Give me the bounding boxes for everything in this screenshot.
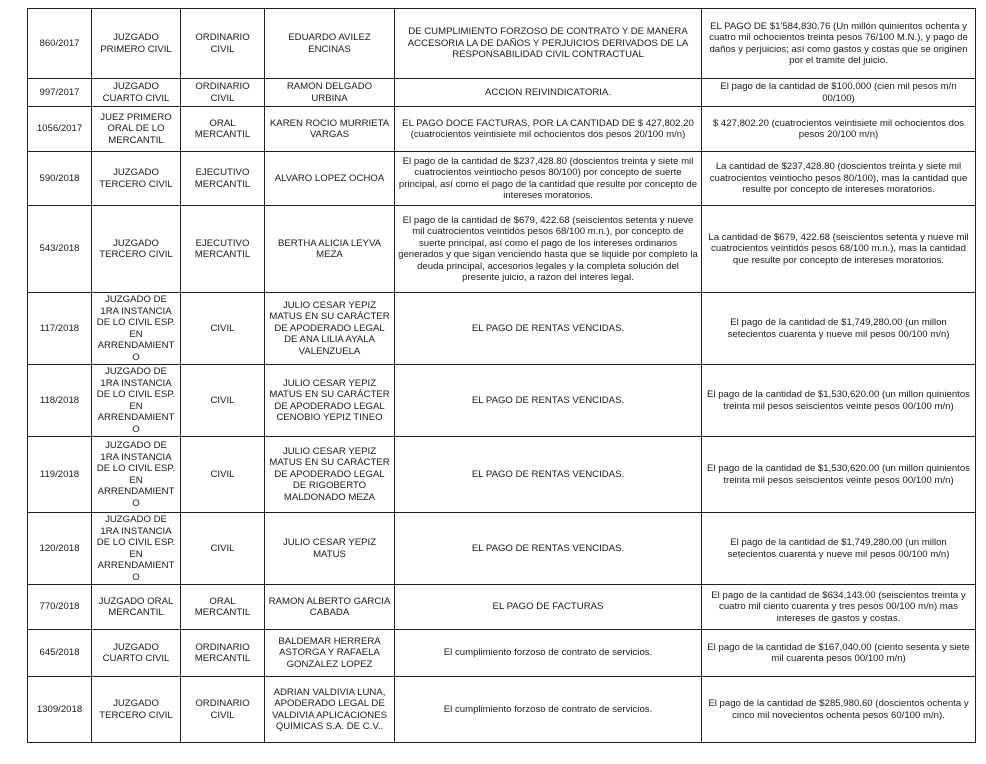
court-cell: JUEZ PRIMERO ORAL DE LO MERCANTIL [92,107,181,152]
claim-cell: EL PAGO DOCE FACTURAS, POR LA CANTIDAD DE $ 427,802.20 (cuatrocientos veintisiete mil ochocientos dos pesos 20/100 m/n) [395,107,702,152]
trial-type-cell: ORDINARIO MERCANTIL [181,630,265,677]
case-number-cell: 770/2018 [28,585,92,630]
document-page [27,8,975,743]
case-number-cell: 117/2018 [28,293,92,365]
claim-cell: El cumplimiento forzoso de contrato de servicios. [395,677,702,743]
plaintiff-cell: ADRIAN VALDIVIA LUNA, APODERADO LEGAL DE VALDIVIA APLICACIONES QUIMICAS S.A. DE C.V.. [265,677,395,743]
table-row [28,9,976,79]
amount-cell: El pago de la cantidad de $1,749,280.00 (un millon setecientos cuarenta y nueve mil pesos 00/100 m/n) [702,293,976,365]
plaintiff-cell: RAMON DELGADO URBINA [265,79,395,107]
plaintiff-cell: EDUARDO AVILEZ ENCINAS [265,9,395,79]
amount-cell: El pago de la cantidad de $167,040.00 (ciento sesenta y siete mil cuarenta pesos 00/100 m/n) [702,630,976,677]
amount-cell: El pago de la cantidad de $100,000 (cien mil pesos m/n 00/100) [702,79,976,107]
table-row [28,630,976,677]
trial-type-cell: ORDINARIO CIVIL [181,9,265,79]
amount-cell: La cantidad de $679, 422.68 (seiscientos setenta y nueve mil cuatrocientos veintidós pesos 68/100 m.n.), mas la cantidad que resulte por concepto de intereses moratorios. [702,206,976,293]
claim-cell: EL PAGO DE RENTAS VENCIDAS. [395,437,702,513]
amount-cell: El pago de la cantidad de $1,530,620.00 (un millon quinientos treinta mil pesos seiscientos veinte pesos 00/100 m/n) [702,365,976,437]
table-row [28,585,976,630]
claim-cell: ACCION REIVINDICATORIA. [395,79,702,107]
plaintiff-cell: JULIO CESAR YEPIZ MATUS EN SU CARÁCTER DE APODERADO LEGAL DE RIGOBERTO MALDONADO MEZA [265,437,395,513]
claim-cell: DE CUMPLIMIENTO FORZOSO DE CONTRATO Y DE MANERA ACCESORIA LA DE DAÑOS Y PERJUICIOS DERIVADOS DE LA RESPONSABILIDAD CIVIL CONTRACTUAL [395,9,702,79]
claim-cell: El pago de la cantidad de $237,428.80 (doscientos treinta y siete mil cuatrocientos veintiocho pesos 80/100) por concepto de suerte principal, así como el pago de la cantidad que resulte por concepto de intereses moratorios. [395,152,702,206]
court-cell: JUZGADO TERCERO CIVIL [92,152,181,206]
table-body [28,9,976,743]
trial-type-cell: ORAL MERCANTIL [181,107,265,152]
plaintiff-cell: RAMON ALBERTO GARCIA CABADA [265,585,395,630]
table-row [28,79,976,107]
amount-cell: EL PAGO DE $1'584,830.76 (Un millón quinientos ochenta y cuatro mil ochocientos treinta pesos 76/100 M.N.), y pago de daños y perjuicios; así como gastos y costas que se originen por el tramite del juicio. [702,9,976,79]
trial-type-cell: EJECUTIVO MERCANTIL [181,206,265,293]
court-cell: JUZGADO CUARTO CIVIL [92,79,181,107]
table-row [28,365,976,437]
case-number-cell: 119/2018 [28,437,92,513]
plaintiff-cell: ALVARO LOPEZ OCHOA [265,152,395,206]
case-number-cell: 1056/2017 [28,107,92,152]
case-number-cell: 543/2018 [28,206,92,293]
claim-cell: EL PAGO DE RENTAS VENCIDAS. [395,293,702,365]
case-number-cell: 590/2018 [28,152,92,206]
claim-cell: EL PAGO DE RENTAS VENCIDAS. [395,513,702,585]
court-cell: JUZGADO ORAL MERCANTIL [92,585,181,630]
table-row [28,293,976,365]
court-cell: JUZGADO TERCERO CIVIL [92,677,181,743]
case-number-cell: 120/2018 [28,513,92,585]
court-cell: JUZGADO DE 1RA INSTANCIA DE LO CIVIL ESP. EN ARRENDAMIENTO [92,513,181,585]
court-cell: JUZGADO CUARTO CIVIL [92,630,181,677]
amount-cell: $ 427,802.20 (cuatrocientos veintisiete mil ochocientos dos pesos 20/100 m/n) [702,107,976,152]
trial-type-cell: CIVIL [181,293,265,365]
plaintiff-cell: BALDEMAR HERRERA ASTORGA Y RAFAELA GONZALEZ LOPEZ [265,630,395,677]
amount-cell: El pago de la cantidad de $1,749,280.00 (un millon setecientos cuarenta y nueve mil pesos 00/100 m/n) [702,513,976,585]
plaintiff-cell: JULIO CESAR YEPIZ MATUS [265,513,395,585]
court-cell: JUZGADO DE 1RA INSTANCIA DE LO CIVIL ESP. EN ARRENDAMIENTO [92,365,181,437]
trial-type-cell: CIVIL [181,437,265,513]
trial-type-cell: ORDINARIO CIVIL [181,79,265,107]
trial-type-cell: EJECUTIVO MERCANTIL [181,152,265,206]
amount-cell: El pago de la cantidad de $1,530,620.00 (un millon quinientos treinta mil pesos seiscientos veinte pesos 00/100 m/n) [702,437,976,513]
claim-cell: El pago de la cantidad de $679, 422.68 (seiscientos setenta y nueve mil cuatrocientos veintidós pesos 68/100 m.n.), por concepto de suerte principal, así como el pago de los intereses ordinarios generados y que sigan venciendo hasta que se liquide por completo la deuda principal, accesorios legales y la completa solución del presente juicio, a razon del interes legal. [395,206,702,293]
amount-cell: El pago de la cantidad de $634,143.00 (seiscientos treinta y cuatro mil ciento cuarenta y tres pesos 00/100 m/n) mas intereses de gastos y costas. [702,585,976,630]
trial-type-cell: CIVIL [181,513,265,585]
trial-type-cell: ORAL MERCANTIL [181,585,265,630]
table-row [28,107,976,152]
plaintiff-cell: JULIO CESAR YEPIZ MATUS EN SU CARÁCTER DE APODERADO LEGAL CENOBIO YEPIZ TINEO [265,365,395,437]
plaintiff-cell: JULIO CESAR YEPIZ MATUS EN SU CARÁCTER DE APODERADO LEGAL DE ANA LILIA AYALA VALENZUELA [265,293,395,365]
table-row [28,437,976,513]
trial-type-cell: ORDINARIO CIVIL [181,677,265,743]
case-number-cell: 645/2018 [28,630,92,677]
court-cell: JUZGADO DE 1RA INSTANCIA DE LO CIVIL ESP. EN ARRENDAMIENTO [92,293,181,365]
case-number-cell: 860/2017 [28,9,92,79]
trial-type-cell: CIVIL [181,365,265,437]
claim-cell: El cumplimiento forzoso de contrato de servicios. [395,630,702,677]
table-row [28,677,976,743]
claim-cell: EL PAGO DE RENTAS VENCIDAS. [395,365,702,437]
amount-cell: El pago de la cantidad de $285,980.60 (doscientos ochenta y cinco mil novecientos ochenta pesos 60/100 m/n). [702,677,976,743]
claim-cell: EL PAGO DE FACTURAS [395,585,702,630]
plaintiff-cell: BERTHA ALICIA LEYVA MEZA [265,206,395,293]
plaintiff-cell: KAREN ROCIO MURRIETA VARGAS [265,107,395,152]
amount-cell: La cantidad de $237,428.80 (doscientos treinta y siete mil cuatrocientos veintiocho pesos 80/100), mas la cantidad que resulte por concepto de intereses moratorios. [702,152,976,206]
court-cell: JUZGADO TERCERO CIVIL [92,206,181,293]
case-number-cell: 997/2017 [28,79,92,107]
case-number-cell: 118/2018 [28,365,92,437]
lawsuits-table [27,8,976,743]
table-row [28,513,976,585]
court-cell: JUZGADO DE 1RA INSTANCIA DE LO CIVIL ESP. EN ARRENDAMIENTO [92,437,181,513]
table-row [28,206,976,293]
table-row [28,152,976,206]
court-cell: JUZGADO PRIMERO CIVIL [92,9,181,79]
case-number-cell: 1309/2018 [28,677,92,743]
